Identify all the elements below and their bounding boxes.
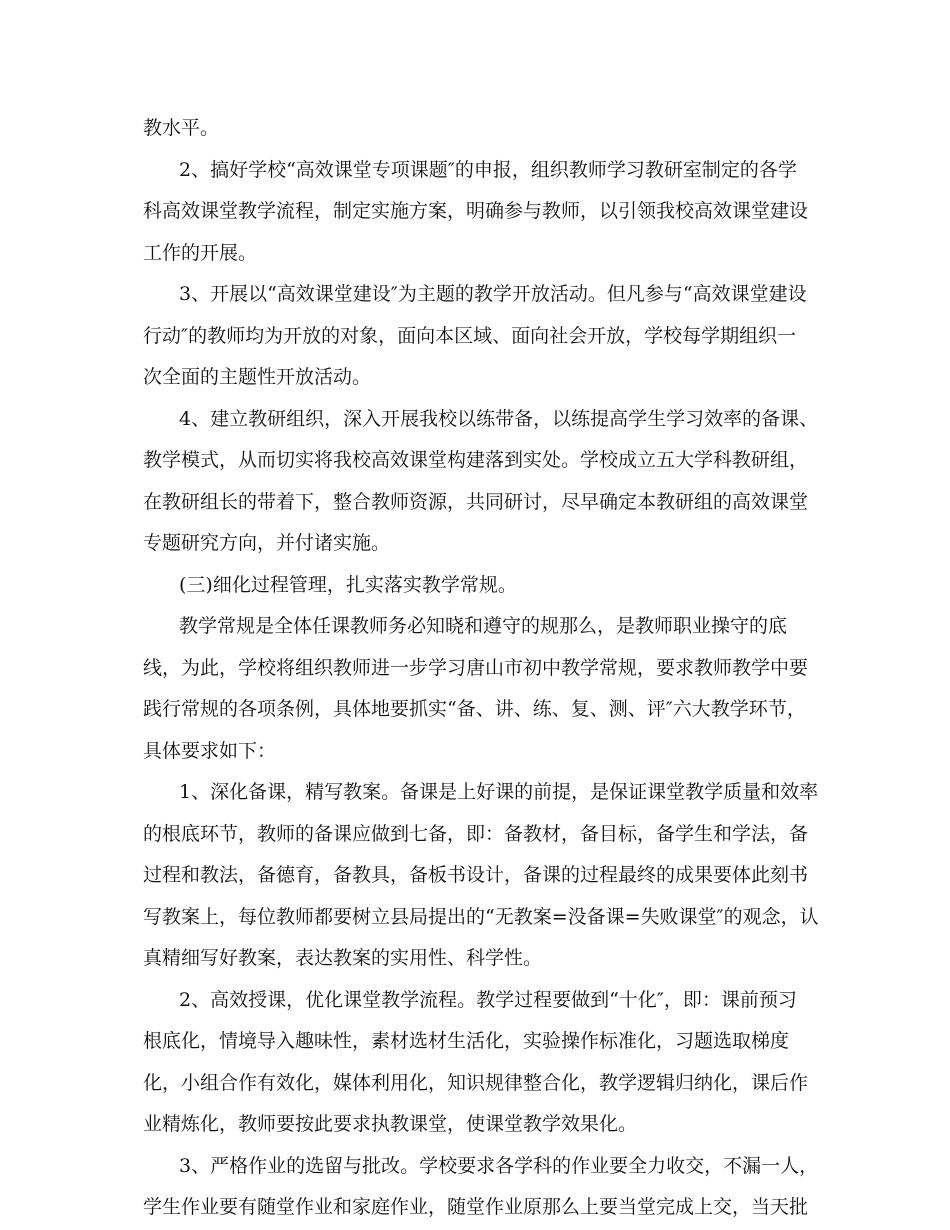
- text-line: 次全面的主题性开放活动。: [143, 366, 372, 388]
- text-line: 教水平。: [143, 117, 220, 139]
- section-heading: (三)细化过程管理，扎实落实教学常规。: [179, 574, 517, 596]
- text-line: 具体要求如下：: [143, 740, 277, 762]
- text-line: 工作的开展。: [143, 242, 258, 264]
- text-line: 根底化，情境导入趣味性，素材选材生活化，实验操作标准化，习题选取梯度: [143, 1030, 790, 1052]
- text-line: 践行常规的各项条例，具体地要抓实“备、讲、练、复、测、评″六大教学环节，: [143, 698, 806, 720]
- text-line: 化，小组合作有效化，媒体利用化，知识规律整合化，教学逻辑归纳化，课后作: [143, 1072, 809, 1094]
- text-line: 在教研组长的带着下，整合教师资源，共同研讨，尽早确定本教研组的高效课堂: [143, 491, 809, 513]
- text-line: 专题研究方向，并付诸实施。: [143, 532, 391, 554]
- text-line: 科高效课堂教学流程，制定实施方案，明确参与教师，以引领我校高效课堂建设: [143, 200, 809, 222]
- text-line: 的根底环节，教师的备课应做到七备，即：备教材，备目标，备学生和学法，备: [143, 823, 809, 845]
- text-line: 业精炼化，教师要按此要求执教课堂，使课堂教学效果化。: [143, 1113, 638, 1135]
- text-line: 写教案上，每位教师都要树立县局提出的“无教案=没备课=失败课堂″的观念，认: [143, 906, 819, 928]
- text-line: 4、建立教研组织，深入开展我校以练带备，以练提高学生学习效率的备课、: [179, 408, 819, 430]
- text-line: 教学常规是全体任课教师务必知晓和遵守的规那么，是教师职业操守的底: [179, 615, 788, 637]
- text-line: 真精细写好教案，表达教案的实用性、科学性。: [143, 947, 543, 969]
- text-line: 3、严格作业的选留与批改。学校要求各学科的作业要全力收交，不漏一人，: [179, 1155, 819, 1177]
- text-line: 3、开展以“高效课堂建设″为主题的教学开放活动。但凡参与“高效课堂建设: [179, 283, 807, 305]
- text-line: 教学模式，从而切实将我校高效课堂构建落到实处。学校成立五大学科教研组，: [143, 449, 809, 471]
- text-line: 2、搞好学校“高效课堂专项课题″的申报，组织教师学习教研室制定的各学: [179, 159, 797, 181]
- text-line: 2、高效授课，优化课堂教学流程。教学过程要做到“十化″，即：课前预习: [179, 989, 797, 1011]
- text-line: 学生作业要有随堂作业和家庭作业，随堂作业原那么上要当堂完成上交，当天批: [143, 1196, 809, 1218]
- text-line: 1、深化备课，精写教案。备课是上好课的前提，是保证课堂教学质量和效率: [179, 781, 819, 803]
- text-line: 线，为此，学校将组织教师进一步学习唐山市初中教学常规，要求教师教学中要: [143, 657, 809, 679]
- text-line: 过程和教法，备德育，备教具，备板书设计，备课的过程最终的成果要体此刻书: [143, 864, 809, 886]
- text-line: 行动″的教师均为开放的对象，面向本区域、面向社会开放，学校每学期组织一: [143, 325, 797, 347]
